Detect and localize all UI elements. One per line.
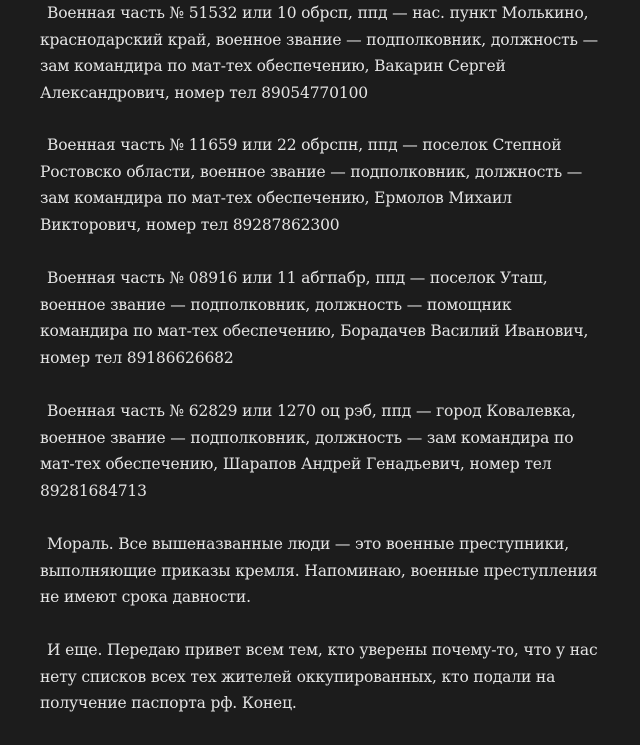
paragraph-unit-11659: Военная часть № 11659 или 22 обрспн, ппд — поселок Степной Ростовско области, военное звание — подполковник, должность — зам командира по мат-тех обеспечению, Ермолов Михаил Викторович, номер тел 89287862300: [40, 136, 583, 234]
paragraph-unit-51532: Военная часть № 51532 или 10 обрсп, ппд — нас. пункт Молькино, краснодарский край, военное звание — подполковник, должность — зам командира по мат-тех обеспечению, Вакарин Сергей Александрович, номер тел 89054770100: [40, 4, 598, 102]
paragraph-unit-62829: Военная часть № 62829 или 1270 оц рэб, ппд — город Ковалевка, военное звание — подполковник, должность — зам командира по мат-тех обеспечению, Шарапов Андрей Генадьевич, номер тел 89281684713: [40, 402, 576, 500]
paragraph-moral: Мораль. Все вышеназванные люди — это военные преступники, выполняющие приказы кремля. Напоминаю, военные преступления не имеют срока давности.: [40, 535, 598, 607]
paragraph-closing: И еще. Передаю привет всем тем, кто уверены почему-то, что у нас нету списков всех тех жителей оккупированных, кто подали на получение паспорта рф. Конец.: [40, 641, 598, 713]
paragraph-unit-08916: Военная часть № 08916 или 11 абгпабр, ппд — поселок Уташ, военное звание — подполковник, должность — помощник командира по мат-тех обеспечению, Борадачев Василий Иванович, номер тел 89186626682: [40, 269, 589, 367]
